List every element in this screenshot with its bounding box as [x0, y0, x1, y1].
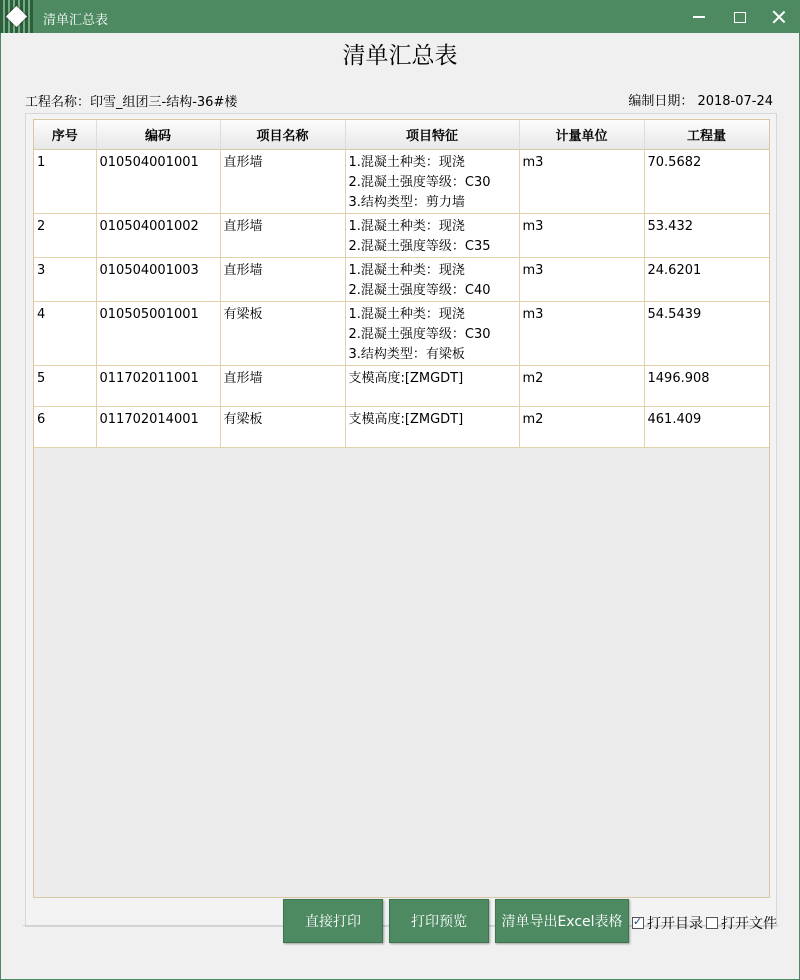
column-header-unit[interactable]: 计量单位	[519, 120, 644, 149]
feature-line: 1.混凝土种类：现浇	[348, 262, 465, 278]
open-directory-checkbox[interactable]	[632, 913, 703, 933]
window-client-area	[1, 33, 799, 979]
cell-unit[interactable]: m2	[519, 406, 644, 447]
feature-line: 3.结构类型：剪力墙	[348, 194, 465, 210]
cell-features[interactable]	[345, 365, 519, 406]
cell-code[interactable]: 011702011001	[96, 365, 220, 406]
cell-no[interactable]: 4	[34, 301, 96, 365]
cell-unit[interactable]: m3	[519, 149, 644, 213]
cell-no[interactable]: 2	[34, 213, 96, 257]
cell-quantity[interactable]: 461.409	[644, 406, 769, 447]
checkbox-checked-icon[interactable]	[632, 917, 644, 929]
open-file-label: 打开文件	[721, 916, 777, 932]
project-name-label: 工程名称：	[25, 95, 91, 110]
feature-line: 3.结构类型：有梁板	[348, 346, 465, 362]
cell-features[interactable]	[345, 406, 519, 447]
feature-line: 1.混凝土种类：现浇	[348, 218, 465, 234]
maximize-icon	[734, 12, 746, 23]
cell-code[interactable]: 011702014001	[96, 406, 220, 447]
direct-print-button[interactable]: 直接打印	[283, 899, 383, 943]
cell-quantity[interactable]: 24.6201	[644, 257, 769, 301]
cell-no[interactable]: 3	[34, 257, 96, 301]
cell-features[interactable]	[345, 257, 519, 301]
project-name-value: 印雪_组团三-结构-36#楼	[90, 95, 238, 110]
table-header-row	[34, 120, 769, 149]
cell-code[interactable]: 010504001002	[96, 213, 220, 257]
cell-name[interactable]: 直形墙	[220, 213, 345, 257]
compile-date-label: 编制日期：	[628, 94, 694, 109]
cell-features[interactable]	[345, 301, 519, 365]
cell-code[interactable]: 010505001001	[96, 301, 220, 365]
feature-line: 2.混凝土强度等级：C30	[348, 174, 491, 190]
cell-quantity[interactable]: 1496.908	[644, 365, 769, 406]
cell-name[interactable]: 直形墙	[220, 257, 345, 301]
table-row[interactable]	[34, 257, 769, 301]
column-header-no[interactable]: 序号	[34, 120, 96, 149]
close-icon	[772, 10, 786, 24]
minimize-icon	[693, 16, 705, 18]
cell-name[interactable]: 有梁板	[220, 301, 345, 365]
feature-line: 2.混凝土强度等级：C35	[348, 238, 491, 254]
column-header-quantity[interactable]: 工程量	[644, 120, 769, 149]
open-directory-label: 打开目录	[647, 916, 703, 932]
cell-no[interactable]: 5	[34, 365, 96, 406]
print-preview-button[interactable]: 打印预览	[389, 899, 489, 943]
cell-name[interactable]: 直形墙	[220, 149, 345, 213]
summary-grid[interactable]	[33, 119, 770, 898]
cell-quantity[interactable]: 53.432	[644, 213, 769, 257]
cell-name[interactable]: 有梁板	[220, 406, 345, 447]
window-title: 清单汇总表	[43, 13, 109, 28]
table-row[interactable]	[34, 365, 769, 406]
cell-quantity[interactable]: 70.5682	[644, 149, 769, 213]
close-button[interactable]	[766, 4, 792, 30]
title-bar	[0, 0, 800, 33]
feature-line: 支模高度:[ZMGDT]	[348, 370, 464, 386]
column-header-features[interactable]: 项目特征	[345, 120, 519, 149]
checkbox-unchecked-icon[interactable]	[706, 917, 718, 929]
column-header-code[interactable]: 编码	[96, 120, 220, 149]
cell-code[interactable]: 010504001003	[96, 257, 220, 301]
cell-unit[interactable]: m3	[519, 301, 644, 365]
report-title: 清单汇总表	[342, 43, 458, 69]
app-diamond-icon	[0, 0, 33, 33]
feature-line: 支模高度:[ZMGDT]	[348, 411, 464, 427]
compile-date-line	[628, 90, 773, 109]
cell-code[interactable]: 010504001001	[96, 149, 220, 213]
open-file-checkbox[interactable]	[706, 913, 777, 933]
cell-unit[interactable]: m2	[519, 365, 644, 406]
feature-line: 1.混凝土种类：现浇	[348, 154, 465, 170]
summary-grid-frame	[25, 113, 777, 927]
cell-unit[interactable]: m3	[519, 257, 644, 301]
feature-line: 1.混凝土种类：现浇	[348, 306, 465, 322]
minimize-button[interactable]	[686, 4, 712, 30]
compile-date-value: 2018-07-24	[697, 94, 773, 109]
export-excel-button[interactable]: 清单导出Excel表格	[495, 899, 629, 943]
column-header-name[interactable]: 项目名称	[220, 120, 345, 149]
summary-table	[34, 120, 770, 448]
cell-quantity[interactable]: 54.5439	[644, 301, 769, 365]
cell-features[interactable]	[345, 149, 519, 213]
table-row[interactable]	[34, 301, 769, 365]
feature-line: 2.混凝土强度等级：C40	[348, 282, 491, 298]
table-row[interactable]	[34, 406, 769, 447]
cell-name[interactable]: 直形墙	[220, 365, 345, 406]
cell-unit[interactable]: m3	[519, 213, 644, 257]
feature-line: 2.混凝土强度等级：C30	[348, 326, 491, 342]
maximize-button[interactable]	[727, 4, 753, 30]
table-row[interactable]	[34, 213, 769, 257]
project-name-line	[25, 91, 237, 110]
table-row[interactable]	[34, 149, 769, 213]
cell-no[interactable]: 1	[34, 149, 96, 213]
cell-features[interactable]	[345, 213, 519, 257]
cell-no[interactable]: 6	[34, 406, 96, 447]
